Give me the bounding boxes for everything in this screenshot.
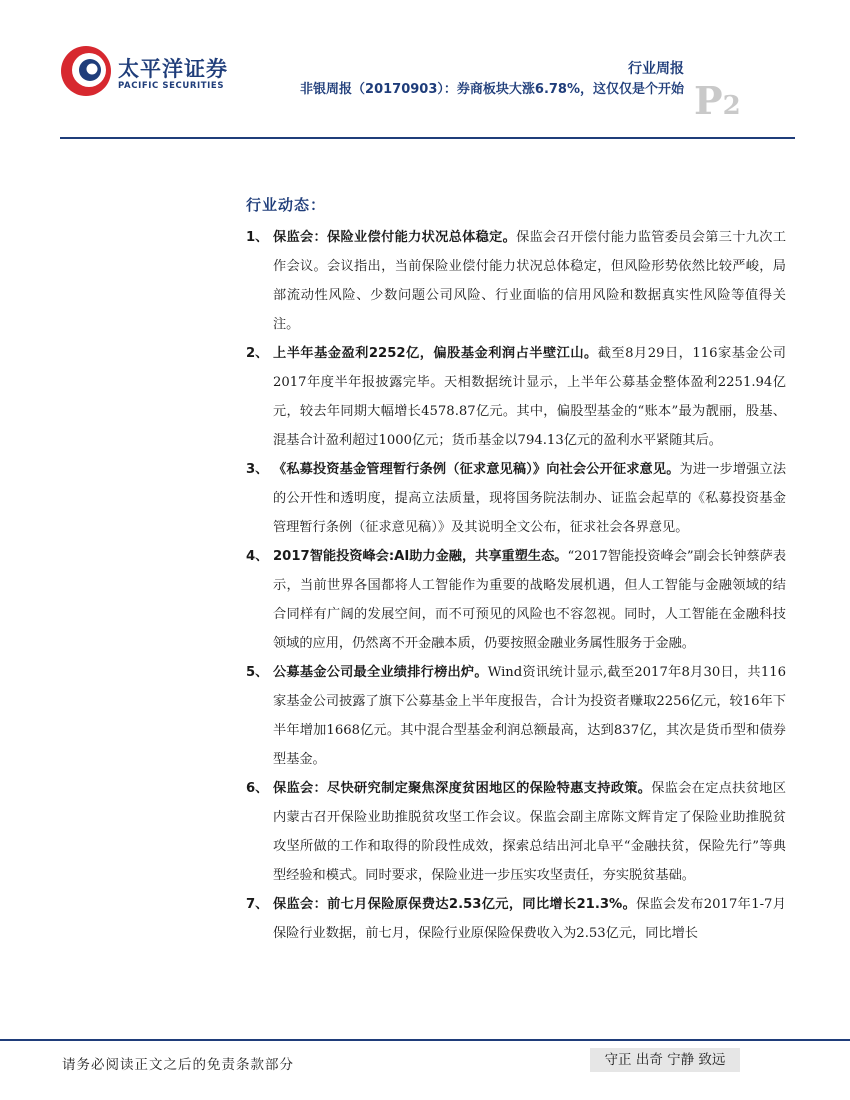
page-header bbox=[0, 0, 850, 140]
item-number: 4、 bbox=[246, 549, 269, 564]
report-type: 行业周报 bbox=[628, 61, 684, 77]
news-item bbox=[246, 658, 786, 774]
item-number: 5、 bbox=[246, 665, 269, 680]
item-body: 保监会召开偿付能力监管委员会第三十九次工作会议。会议指出，当前保险业偿付能力状况总体稳定，但风险形势依然比较严峻，局部流动性风险、少数问题公司风险、行业面临的信用风险和数据真实性风险等值得关注。 bbox=[273, 230, 787, 332]
section-heading: 行业动态： bbox=[246, 196, 327, 214]
item-headline: 公募基金公司最全业绩排行榜出炉。 bbox=[273, 665, 488, 680]
company-logo bbox=[60, 45, 280, 105]
page-number-mark bbox=[694, 78, 741, 123]
footer-disclaimer: 请务必阅读正文之后的免责条款部分 bbox=[62, 1057, 294, 1073]
item-number: 7、 bbox=[246, 897, 269, 912]
report-title: 非银周报（20170903）：券商板块大涨6.78%，这仅仅是个开始 bbox=[300, 82, 684, 97]
item-headline: 保监会：尽快研究制定聚焦深度贫困地区的保险特惠支持政策。 bbox=[273, 781, 652, 796]
footer-slogan: 守正 出奇 宁静 致远 bbox=[590, 1048, 740, 1072]
pacific-securities-logo-icon bbox=[60, 45, 112, 97]
item-number: 2、 bbox=[246, 346, 269, 361]
news-item bbox=[246, 339, 786, 455]
page-number: 2 bbox=[722, 91, 741, 121]
page-mark-letter: P bbox=[694, 78, 723, 123]
news-item bbox=[246, 774, 786, 890]
item-body: “2017智能投资峰会”副会长钟蔡萨表示，当前世界各国都将人工智能作为重要的战略发展机遇，但人工智能与金融领域的结合同样有广阔的发展空间，而不可预见的风险也不容忽视。同时，人工智能在金融科技领域的应用，仍然离不开金融本质，仍要按照金融业务属性服务于金融。 bbox=[273, 549, 787, 651]
item-number: 3、 bbox=[246, 462, 269, 477]
item-body: 保监会发布2017年1-7月保险行业数据，前七月，保险行业原保险保费收入为2.53亿元，同比增长 bbox=[273, 897, 786, 941]
item-body: 为进一步增强立法的公开性和透明度，提高立法质量，现将国务院法制办、证监会起草的《私募投资基金管理暂行条例（征求意见稿）》及其说明全文公布，征求社会各界意见。 bbox=[273, 462, 787, 535]
news-item bbox=[246, 455, 786, 542]
item-number: 1、 bbox=[246, 230, 269, 245]
logo-chinese-name: 太平洋证券 bbox=[118, 57, 228, 81]
news-item bbox=[246, 890, 786, 948]
item-body: 保监会在定点扶贫地区内蒙古召开保险业助推脱贫攻坚工作会议。保监会副主席陈文辉肯定了保险业助推脱贫攻坚所做的工作和取得的阶段性成效，探索总结出河北阜平“金融扶贫，保险先行”等典型经验和模式。同时要求，保险业进一步压实攻坚责任，夯实脱贫基础。 bbox=[273, 781, 786, 883]
item-headline: 保监会：前七月保险原保费达2.53亿元，同比增长21.3%。 bbox=[273, 897, 637, 912]
item-headline: 《私募投资基金管理暂行条例（征求意见稿）》向社会公开征求意见。 bbox=[273, 462, 680, 477]
item-headline: 上半年基金盈利2252亿，偏股基金利润占半壁江山。 bbox=[273, 346, 598, 361]
news-item bbox=[246, 223, 786, 339]
item-headline: 2017智能投资峰会:AI助力金融，共享重塑生态。 bbox=[273, 549, 568, 564]
main-content bbox=[246, 194, 786, 948]
item-headline: 保监会：保险业偿付能力状况总体稳定。 bbox=[273, 230, 517, 245]
news-item bbox=[246, 542, 786, 658]
logo-english-name: PACIFIC SECURITIES bbox=[118, 81, 225, 91]
item-body: Wind资讯统计显示,截至2017年8月30日，共116家基金公司披露了旗下公募基金上半年度报告，合计为投资者赚取2256亿元，较16年下半年增加1668亿元。其中混合型基金利润总额最高，达到837亿，其次是货币型和债券型基金。 bbox=[273, 665, 786, 767]
header-divider bbox=[60, 137, 795, 139]
item-number: 6、 bbox=[246, 781, 269, 796]
item-body: 截至8月29日，116家基金公司2017年度半年报披露完毕。天相数据统计显示，上半年公募基金整体盈利2251.94亿元，较去年同期大幅增长4578.87亿元。其中，偏股型基金的“账本”最为靓丽，股基、混基合计盈利超过1000亿元；货币基金以794.13亿元的盈利水平紧随其后。 bbox=[273, 346, 786, 448]
